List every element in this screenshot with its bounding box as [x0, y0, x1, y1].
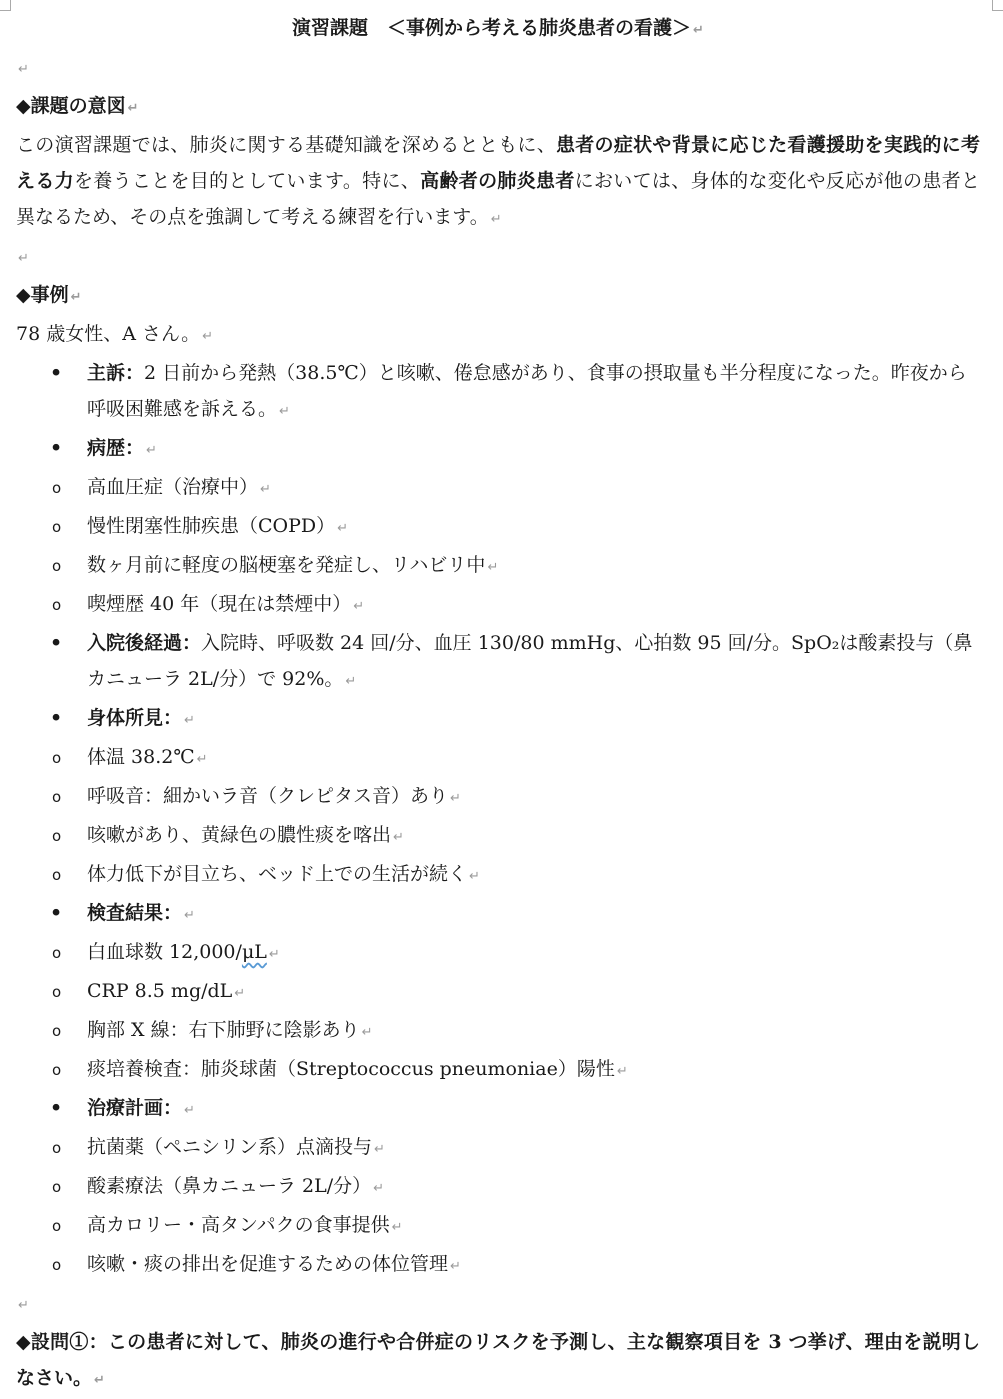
- list-item-exam: • 身体所見： ↵: [16, 700, 980, 739]
- sub-bullet-icon: o: [52, 788, 62, 806]
- document-title: 演習課題 ＜事例から考える肺炎患者の看護＞ ↵: [292, 17, 704, 39]
- paragraph-mark-icon: ↵: [268, 947, 280, 962]
- list-item: o CRP 8.5 mg/dL ↵: [16, 973, 980, 1012]
- sub-bullet-icon: o: [52, 1178, 62, 1196]
- paragraph-mark-icon: ↵: [345, 674, 357, 689]
- plan-sublist: [16, 1129, 980, 1285]
- paragraph-mark-icon: ↵: [361, 1025, 373, 1040]
- list-item-lab: • 検査結果： ↵: [16, 895, 980, 934]
- paragraph-mark-icon: ↵: [469, 869, 480, 884]
- case-heading: ◆事例 ↵: [16, 284, 82, 306]
- sub-bullet-icon: o: [52, 866, 62, 884]
- list-item: o 慢性閉塞性肺疾患（COPD） ↵: [16, 508, 980, 547]
- list-item: o 体力低下が目立ち、ベッド上での生活が続く ↵: [16, 856, 980, 895]
- sub-bullet-icon: o: [52, 596, 62, 614]
- list-item-history: • 病歴： ↵: [16, 430, 980, 469]
- paragraph-mark-icon: ↵: [234, 986, 246, 1001]
- paragraph-mark-icon: ↵: [260, 482, 271, 497]
- page-corner-mark: [992, 0, 1003, 11]
- paragraph-mark-icon: ↵: [490, 212, 502, 227]
- list-item: o 高血圧症（治療中） ↵: [16, 469, 980, 508]
- paragraph-mark-icon: ↵: [202, 329, 214, 344]
- list-item: o 数ヶ月前に軽度の脳梗塞を発症し、リハビリ中 ↵: [16, 547, 980, 586]
- case-details-list: [16, 355, 980, 469]
- history-sublist: [16, 469, 980, 625]
- sub-bullet-icon: o: [52, 749, 62, 767]
- paragraph-mark-icon: ↵: [391, 1220, 403, 1235]
- list-item: o 咳嗽があり、黄緑色の膿性痰を喀出 ↵: [16, 817, 980, 856]
- bullet-icon: •: [50, 362, 63, 384]
- sub-bullet-icon: o: [52, 1022, 62, 1040]
- sub-bullet-icon: o: [52, 557, 62, 575]
- paragraph-mark-icon: ↵: [94, 1373, 105, 1388]
- sub-bullet-icon: o: [52, 518, 62, 536]
- paragraph-mark-icon: ↵: [487, 560, 499, 575]
- bullet-icon: •: [50, 437, 63, 459]
- list-item: o 酸素療法（鼻カニューラ 2L/分） ↵: [16, 1168, 980, 1207]
- case-details-list: [16, 895, 980, 934]
- paragraph-mark-icon: ↵: [373, 1181, 385, 1196]
- paragraph-mark-icon: ↵: [616, 1064, 628, 1079]
- case-details-list: [16, 1090, 980, 1129]
- sub-bullet-icon: o: [52, 479, 62, 497]
- list-item: o 胸部 X 線：右下肺野に陰影あり ↵: [16, 1012, 980, 1051]
- bullet-icon: •: [50, 902, 63, 924]
- purpose-heading: ◆課題の意図 ↵: [16, 95, 139, 117]
- sub-bullet-icon: o: [52, 827, 62, 845]
- empty-line: [16, 238, 980, 277]
- list-item: o 高カロリー・高タンパクの食事提供 ↵: [16, 1207, 980, 1246]
- sub-bullet-icon: o: [52, 1061, 62, 1079]
- paragraph-mark-icon: ↵: [393, 830, 404, 845]
- list-item: o 咳嗽・痰の排出を促進するための体位管理 ↵: [16, 1246, 980, 1285]
- sub-bullet-icon: o: [52, 1139, 62, 1157]
- paragraph-mark-icon: ↵: [196, 752, 208, 767]
- sub-bullet-icon: o: [52, 1256, 62, 1274]
- sub-bullet-icon: o: [52, 983, 62, 1001]
- sub-bullet-icon: o: [52, 944, 62, 962]
- list-item-plan: • 治療計画： ↵: [16, 1090, 980, 1129]
- paragraph-mark-icon: ↵: [146, 443, 157, 458]
- page-corner-mark: [0, 0, 11, 11]
- list-item: o 白血球数 12,000/μL ↵: [16, 934, 980, 973]
- patient-description: 78 歳女性、A さん。 ↵: [16, 323, 214, 345]
- paragraph-mark-icon: ↵: [184, 1103, 195, 1118]
- case-details-list: [16, 625, 980, 739]
- paragraph-mark-icon: ↵: [693, 23, 704, 38]
- purpose-paragraph: この演習課題では、肺炎に関する基礎知識を深めるとともに、患者の症状や背景に応じた看護援助を実践的に考える力を養うことを目的としています。特に、高齢者の肺炎患者においては、身体的な変化や反応が他の患者と異なるため、その点を強調して考える練習を行います。 ↵: [16, 134, 980, 228]
- list-item: o 喫煙歴 40 年（現在は禁煙中） ↵: [16, 586, 980, 625]
- spellcheck-underline: μL: [241, 941, 267, 963]
- list-item: o 痰培養検査：肺炎球菌（Streptococcus pneumoniae）陽性 ↵: [16, 1051, 980, 1090]
- paragraph-mark-icon: ↵: [279, 404, 290, 419]
- empty-line: [16, 1285, 980, 1324]
- paragraph-mark-icon: ↵: [450, 791, 461, 806]
- list-item: o 体温 38.2℃ ↵: [16, 739, 980, 778]
- list-item-complaint: • 主訴：2 日前から発熱（38.5℃）と咳嗽、倦怠感があり、食事の摂取量も半分程度になった。昨夜から呼吸困難感を訴える。 ↵: [16, 355, 980, 430]
- paragraph-mark-icon: ↵: [374, 1142, 385, 1157]
- bullet-icon: •: [50, 632, 63, 654]
- paragraph-mark-icon: ↵: [353, 599, 365, 614]
- paragraph-mark-icon: ↵: [18, 62, 29, 77]
- paragraph-mark-icon: ↵: [127, 101, 139, 116]
- question-1: ◆設問①：この患者に対して、肺炎の進行や合併症のリスクを予測し、主な観察項目を 3 つ挙げ、理由を説明しなさい。 ↵: [16, 1331, 980, 1389]
- paragraph-mark-icon: ↵: [337, 521, 349, 536]
- list-item: o 抗菌薬（ペニシリン系）点滴投与 ↵: [16, 1129, 980, 1168]
- bullet-icon: •: [50, 707, 63, 729]
- exam-sublist: [16, 739, 980, 895]
- list-item: o 呼吸音：細かいラ音（クレピタス音）あり ↵: [16, 778, 980, 817]
- paragraph-mark-icon: ↵: [18, 251, 29, 266]
- paragraph-mark-icon: ↵: [184, 713, 195, 728]
- sub-bullet-icon: o: [52, 1217, 62, 1235]
- paragraph-mark-icon: ↵: [18, 1298, 29, 1313]
- lab-sublist: [16, 934, 980, 1090]
- paragraph-mark-icon: ↵: [450, 1259, 461, 1274]
- bullet-icon: •: [50, 1097, 63, 1119]
- document-page: [16, 10, 980, 1399]
- paragraph-mark-icon: ↵: [70, 290, 82, 305]
- list-item-course: • 入院後経過：入院時、呼吸数 24 回/分、血圧 130/80 mmHg、心拍数 95 回/分。SpO₂は酸素投与（鼻カニューラ 2L/分）で 92%。 ↵: [16, 625, 980, 700]
- paragraph-mark-icon: ↵: [184, 908, 195, 923]
- empty-line: [16, 49, 980, 88]
